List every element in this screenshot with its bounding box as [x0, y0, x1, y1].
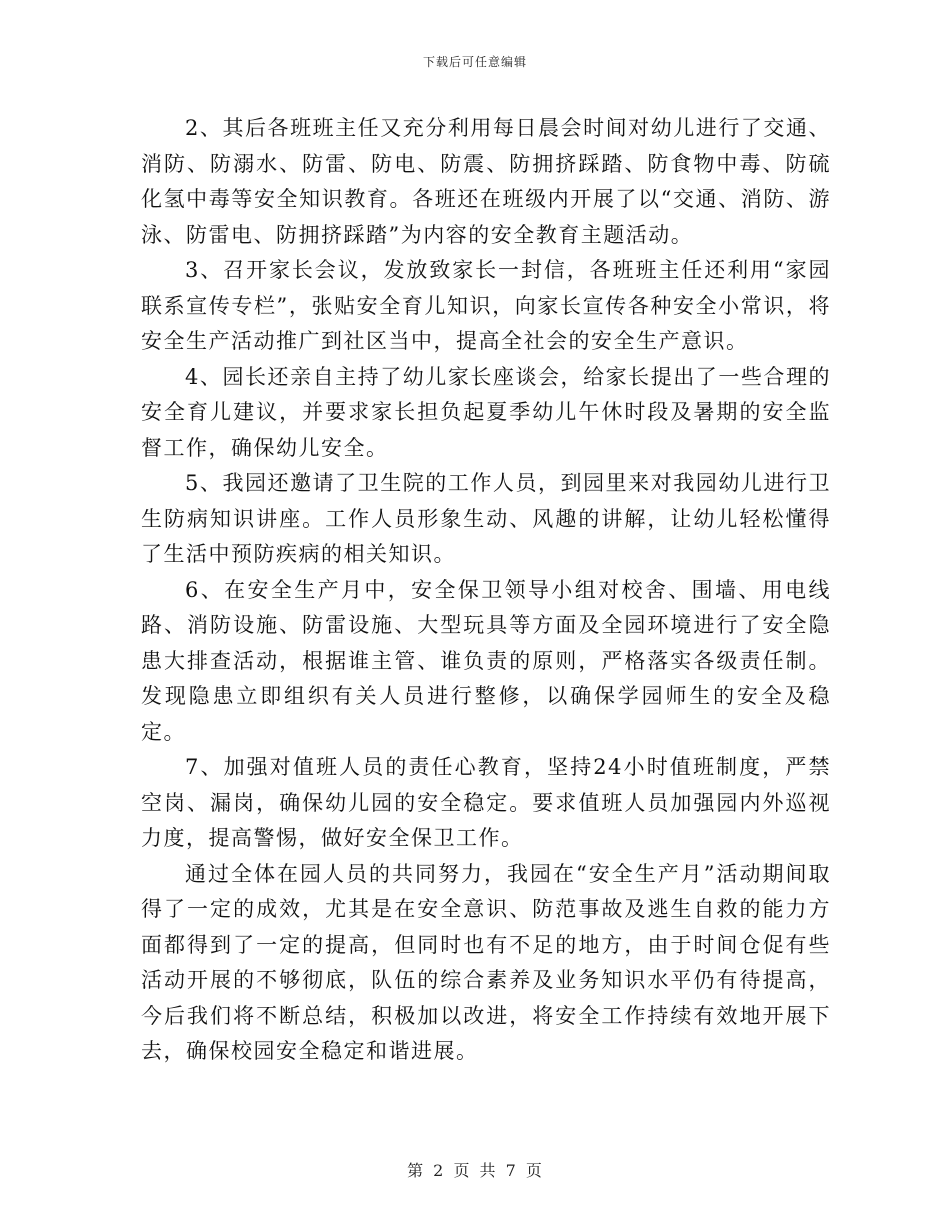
paragraph-item-7: 7、加强对值班人员的责任心教育，坚持24小时值班制度，严禁空岗、漏岗，确保幼儿园的安全稳定。要求值班人员加强园内外巡视力度，提高警惕，做好安全保卫工作。 — [141, 755, 831, 850]
page-number-footer: 第 2 页 共 7 页 — [407, 1161, 543, 1180]
paragraph-item-5: 5、我园还邀请了卫生院的工作人员，到园里来对我园幼儿进行卫生防病知识讲座。工作人员形象生动、风趣的讲解，让幼儿轻松懂得了生活中预防疾病的相关知识。 — [141, 471, 831, 566]
page-header: 下载后可任意编辑 — [422, 55, 527, 69]
paragraph-item-3: 3、召开家长会议，发放致家长一封信，各班班主任还利用“家园联系宣传专栏”，张贴安全育儿知识，向家长宣传各种安全小常识，将安全生产活动推广到社区当中，提高全社会的安全生产意识。 — [141, 258, 831, 353]
paragraph-conclusion: 通过全体在园人员的共同努力，我园在“安全生产月”活动期间取得了一定的成效，尤其是在安全意识、防范事故及逃生自救的能力方面都得到了一定的提高，但同时也有不足的地方，由于时间仓促有些活动开展的不够彻底，队伍的综合素养及业务知识水平仍有待提高，今后我们将不断总结，积极加以改进，将安全工作持续有效地开展下去，确保校园安全稳定和谐进展。 — [141, 861, 831, 1063]
paragraph-item-4: 4、园长还亲自主持了幼儿家长座谈会，给家长提出了一些合理的安全育儿建议，并要求家长担负起夏季幼儿午休时段及暑期的安全监督工作，确保幼儿安全。 — [141, 364, 831, 460]
document-body — [141, 111, 831, 1070]
paragraph-item-6: 6、在安全生产月中，安全保卫领导小组对校舍、围墙、用电线路、消防设施、防雷设施、大型玩具等方面及全园环境进行了安全隐患大排查活动，根据谁主管、谁负责的原则，严格落实各级责任制。发现隐患立即组织有关人员进行整修，以确保学园师生的安全及稳定。 — [141, 577, 831, 744]
paragraph-item-2: 2、其后各班班主任又充分利用每日晨会时间对幼儿进行了交通、消防、防溺水、防雷、防电、防震、防拥挤踩踏、防食物中毒、防硫化氢中毒等安全知识教育。各班还在班级内开展了以“交通、消防、游泳、防雷电、防拥挤踩踏”为内容的安全教育主题活动。 — [141, 116, 831, 247]
